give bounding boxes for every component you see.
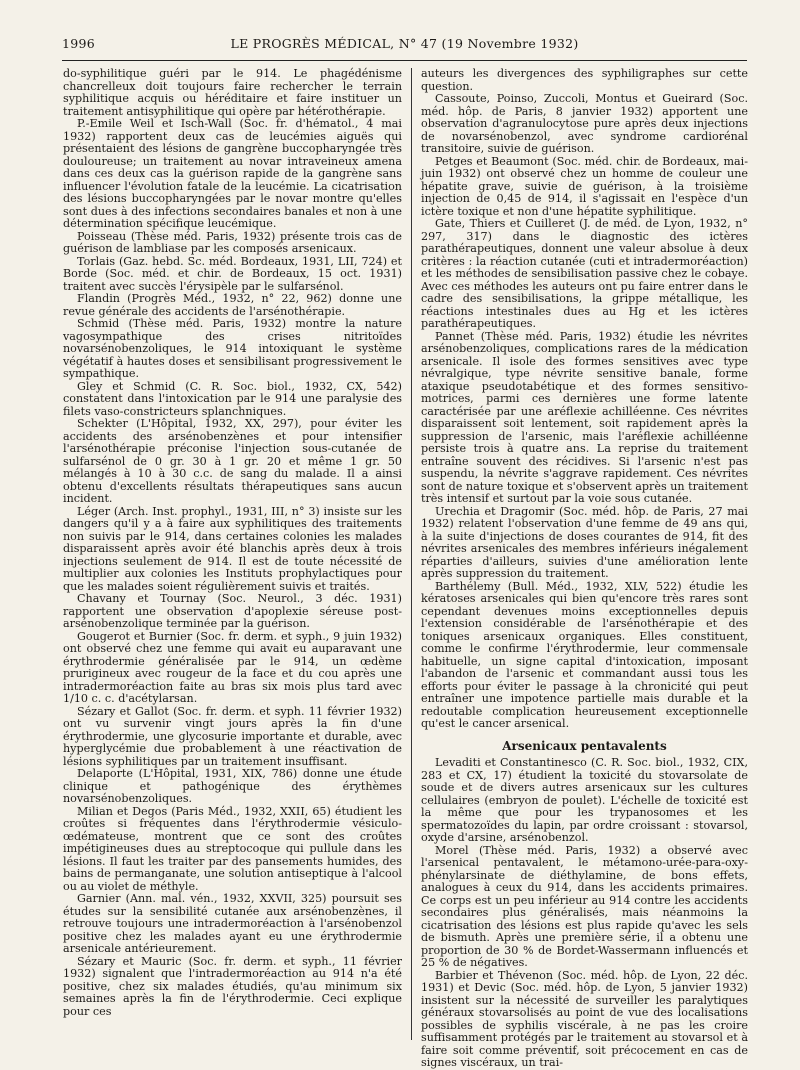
- paragraph: Urechia et Dragomir (Soc. méd. hôp. de Paris, 27 mai 1932) relatent l'observation d'une femme de 49 ans qui, à la suite d'injections de doses courantes de 914, fit des névrites arsenicales des membres inférieurs inégalement réparties d'ailleurs, suivies d'une amélioration lente après suppression du traitement.: [421, 504, 748, 580]
- paragraph: P.-Emile Weil et Isch-Wall (Soc. fr. d'hématol., 4 mai 1932) rapportent deux cas de leucémies aiguës qui présentaient des lésions de gangrène buccopharyngée très douloureuse; un traitement au novar intraveineux amena dans ces deux cas la guérison rapide de la gangrène sans influencer l'évolution fatale de la leucémie. La cicatrisation des lésions buccopharyngées par le novar montre qu'elles sont dues à des infections secondaires banales et non à une détermination spécifique leucémique.: [63, 117, 402, 230]
- paragraph: Cassoute, Poinso, Zuccoli, Montus et Gueirard (Soc. méd. hôp. de Paris, 8 janvier 1932) apportent une observation d'agranulocytose pure après deux injections de novarsénobenzol, avec syndrome cardiorénal transitoire, suivie de guérison.: [421, 92, 748, 155]
- paragraph: Barbier et Thévenon (Soc. méd. hôp. de Lyon, 22 déc. 1931) et Devic (Soc. méd. hôp. de Lyon, 5 janvier 1932) insistent sur la nécessité de surveiller les paralytiques généraux stovarsolisés au point de vue des localisations possibles de syphilis viscérale, à ne pas les croire suffisamment protégés par le traitement au stovarsol et à faire soit comme préventif, soit précocement en cas de signes viscéraux, un trai-: [421, 968, 748, 1069]
- paragraph: Flandin (Progrès Méd., 1932, n° 22, 962) donne une revue générale des accidents de l'arsénothérapie.: [63, 292, 402, 318]
- paragraph: Poisseau (Thèse méd. Paris, 1932) présente trois cas de guérison de lambliase par les composés arsenicaux.: [63, 229, 402, 255]
- paragraph: Schmid (Thèse méd. Paris, 1932) montre la nature vagosympathique des crises nitritoïdes novarsénobenzoliques, le 914 intoxiquant le système végétatif à hautes doses et sensibilisant progressivement le sympathique.: [63, 317, 402, 380]
- journal-title: LE PROGRÈS MÉDICAL, N° 47 (19 Novembre 1932): [230, 36, 579, 51]
- paragraph: Torlais (Gaz. hebd. Sc. méd. Bordeaux, 1931, LII, 724) et Borde (Soc. méd. et chir. de Bordeaux, 15 oct. 1931) traitent avec succès l'érysipèle par le sulfarsénol.: [63, 254, 402, 293]
- paragraph: Gougerot et Burnier (Soc. fr. derm. et syph., 9 juin 1932) ont observé chez une femme qui avait eu auparavant une érythrodermie généralisée par le 914, un œdème prurigineux avec rougeur de la face et du cou après une intradermoréaction faite au bras six mois plus tard avec 1/10 c. c. d'acétylarsan.: [63, 629, 402, 705]
- paragraph: Schekter (L'Hôpital, 1932, XX, 297), pour éviter les accidents des arsénobenzènes et pour intensifier l'arsénothérapie préconise l'injection sous-cutanée de sulfarsénol de 0 gr. 30 à 1 gr. 20 et même 1 gr. 50 mélangés à 10 à 30 c.c. de sang du malade. Il a ainsi obtenu d'excellents résultats thérapeutiques sans aucun incident.: [63, 417, 402, 505]
- page-header: [62, 36, 747, 56]
- paragraph: Gley et Schmid (C. R. Soc. biol., 1932, CX, 542) constatent dans l'intoxication par le 914 une paralysie des filets vaso-constricteurs splanchniques.: [63, 379, 402, 418]
- paragraph: auteurs les divergences des syphiligraphes sur cette question.: [421, 67, 748, 93]
- paragraph: Gate, Thiers et Cuilleret (J. de méd. de Lyon, 1932, n° 297, 317) dans le diagnostic des ictères parathérapeutiques, donnent une valeur absolue à deux critères : la réaction cutanée (cuti et intradermoréaction) et les méthodes de sensibilisation passive chez le cobaye. Avec ces méthodes les auteurs ont pu faire entrer dans le cadre des sensibilisations, la grippe métallique, les réactions intestinales dues au Hg et les ictères parathérapeutiques.: [421, 217, 748, 330]
- left-column: [63, 68, 402, 1043]
- paragraph: do-syphilitique guéri par le 914. Le phagédénisme chancrelleux doit toujours faire rechercher le terrain syphilitique acquis ou héréditaire et faire instituer un traitement antisyphilitique qui opère par hétérothérapie.: [63, 67, 402, 118]
- paragraph: Delaporte (L'Hôpital, 1931, XIX, 786) donne une étude clinique et pathogénique des érythèmes novarsénobenzoliques.: [63, 767, 402, 805]
- paragraph: Pannet (Thèse méd. Paris, 1932) étudie les névrites arsénobenzoliques, complications rares de la médication arsenicale. Il isole des formes sensitives avec type névralgique, type névrite sensitive banale, forme ataxique pseudotabétique et des formes sensitivo-motrices, parmi ces dernières une forme latente caractérisée par une aréflexie achilléenne. Ces névrites disparaissent soit lentement, soit rapidement après la suppression de l'arsenic, mais l'aréflexie achilléenne persiste trois à quatre ans. La reprise du traitement entraîne souvent des récidives. Si l'arsenic n'est pas suspendu, la névrite s'aggrave rapidement. Ces névrites sont de nature toxique et s'observent après un traitement très intensif et surtout par la voie sous cutanée.: [421, 329, 748, 505]
- paragraph: Chavany et Tournay (Soc. Neurol., 3 déc. 1931) rapportent une observation d'apoplexie séreuse post-arsénobenzolique terminée par la guérison.: [63, 592, 402, 630]
- header-rule: [62, 60, 747, 61]
- paragraph: Milian et Degos (Paris Méd., 1932, XXII, 65) étudient les croûtes si fréquentes dans l'érythrodermie vésiculo-œdémateuse, montrent que ce sont des croûtes impétigineuses dues au streptocoque qui pullule dans les lésions. Il faut les traiter par des pansements humides, des bains de permanganate, une solution antiseptique à l'alcool ou au violet de méthyle.: [63, 804, 402, 893]
- paragraph: Levaditi et Constantinesco (C. R. Soc. biol., 1932, CIX, 283 et CX, 17) étudient la toxicité du stovarsolate de soude et de divers autres arsenicaux sur les cultures cellulaires (embryon de poulet). L'échelle de toxicité est la même que pour les trypanosomes et les spermatozoïdes du lapin, par ordre croissant : stovarsol, oxyde d'arsine, arsénobenzol.: [421, 756, 748, 844]
- paragraph: Léger (Arch. Inst. prophyl., 1931, III, n° 3) insiste sur les dangers qu'il y a à faire aux syphilitiques des traitements non suivis par le 914, dans certaines colonies les malades disparaissent après avoir été blanchis après deux à trois injections seulement de 914. Il est de toute nécessité de multiplier aux colonies les Instituts prophylactiques pour que les malades soient régulièrement suivis et traités.: [63, 504, 402, 593]
- page-number: 1996: [62, 36, 96, 51]
- section-heading: Arsenicaux pentavalents: [502, 738, 667, 753]
- paragraph: Petges et Beaumont (Soc. méd. chir. de Bordeaux, mai-juin 1932) ont observé chez un homme de couleur une hépatite grave, suivie de guérison, à la troisième injection de 0,45 de 914, il s'agissait en l'espèce d'un ictère toxique et non d'une hépatite syphilitique.: [421, 154, 748, 218]
- paragraph: Sézary et Mauric (Soc. fr. derm. et syph., 11 février 1932) signalent que l'intradermoréaction au 914 n'a été positive, chez six malades étudiés, qu'au minimum six semaines après la fin de l'érythrodermie. Ceci explique pour ces: [63, 954, 402, 1018]
- right-column: [421, 67, 748, 1069]
- paragraph: Sézary et Gallot (Soc. fr. derm. et syph. 11 février 1932) ont vu survenir vingt jours après la fin d'une érythrodermie, une glycosurie importante et durable, avec hyperglycémie due probablement à une réactivation de lésions syphilitiques par un traitement insuffisant.: [63, 704, 402, 768]
- paragraph: Morel (Thèse méd. Paris, 1932) a observé avec l'arsenical pentavalent, le métamono-urée-para-oxy-phénylarsinate de diéthylamine, de bons effets, analogues à ceux du 914, dans les accidents primaires. Ce corps est un peu inférieur au 914 contre les accidents secondaires plus généralisés, mais néanmoins la cicatrisation des lésions est plus rapide qu'avec les sels de bismuth. Après une première série, il a obtenu une proportion de 30 % de Bordet-Wassermann influencés et 25 % de négatives.: [421, 843, 748, 969]
- column-divider: [411, 68, 412, 1040]
- paragraph: Garnier (Ann. mal. vén., 1932, XXVII, 325) poursuit ses études sur la sensibilité cutanée aux arsénobenzènes, il retrouve toujours une intradermoréaction à l'arsénobenzol positive chez les malades ayant eu une érythrodermie arsenicale antérieurement.: [63, 892, 402, 955]
- paragraph: Barthélemy (Bull. Méd., 1932, XLV, 522) étudie les kératoses arsenicales qui bien qu'encore très rares sont cependant devenues moins exceptionnelles depuis l'extension considérable de l'arsénothérapie et des toniques arsenicaux organiques. Elles constituent, comme le confirme l'érythrodermie, leur commensale habituelle, un signe capital d'intoxication, imposant l'abandon de l'arsenic et commandant aussi tous les efforts pour éviter le passage à la chronicité qui peut entraîner une impotence partielle mais durable et la redoutable complication heureusement exceptionnelle qu'est le cancer arsenical.: [421, 579, 748, 730]
